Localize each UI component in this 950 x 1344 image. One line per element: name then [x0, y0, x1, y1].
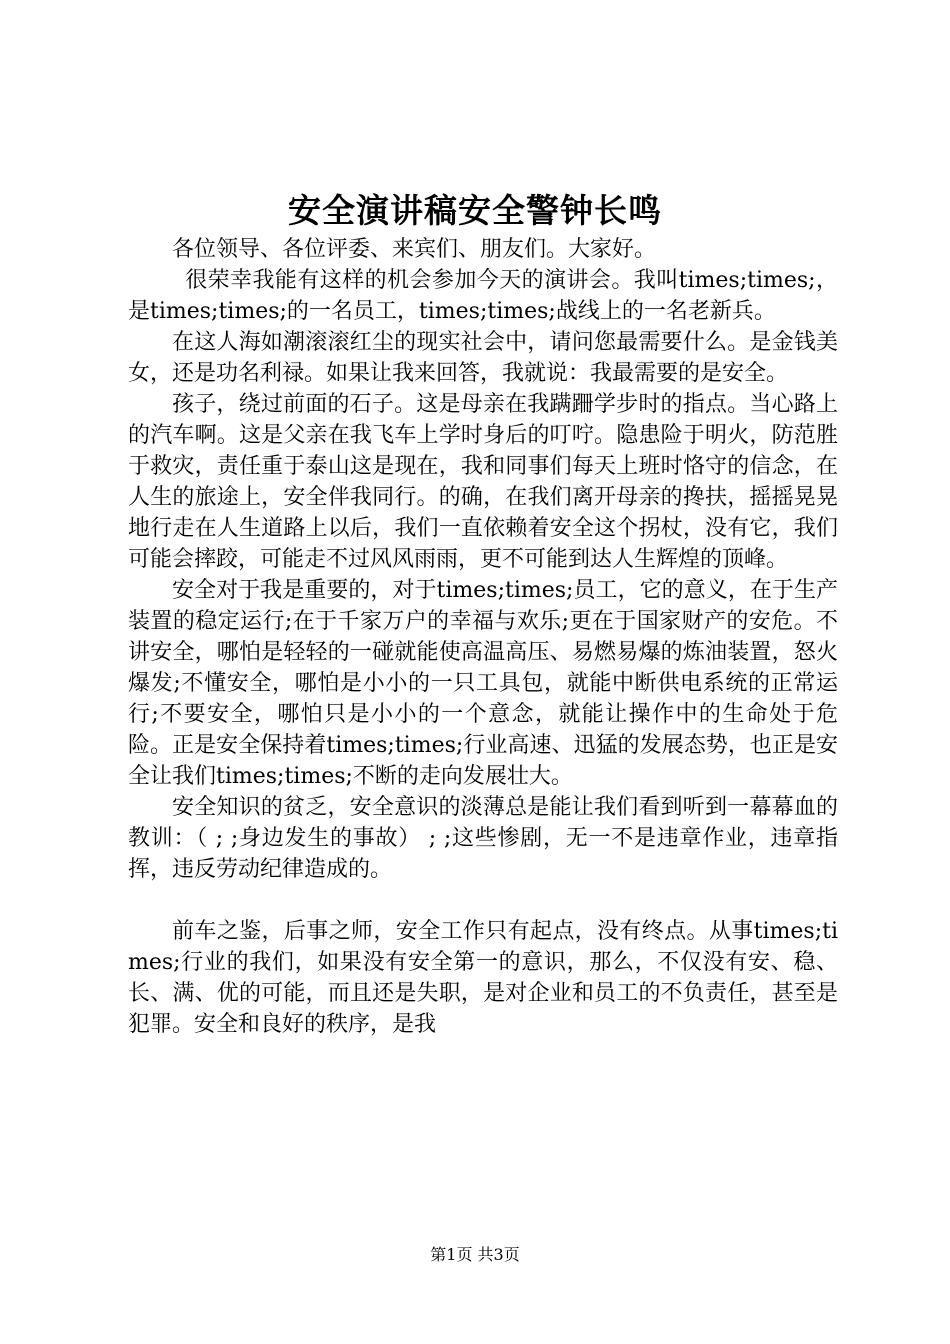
- document-body: [128, 234, 838, 1040]
- paragraph-intro: 很荣幸我能有这样的机会参加今天的演讲会。我叫times;times;，是times;times;的一名员工，times;times;战线上的一名老新兵。: [128, 268, 838, 324]
- paragraph-lessons: 安全知识的贫乏，安全意识的淡薄总是能让我们看到听到一幕幕血的教训：（ ; ;身边发生的事故） ; ;这些惨剧，无一不是违章作业，违章指挥，违反劳动纪律造成的。: [128, 795, 838, 882]
- paragraph-conclusion: 前车之鉴，后事之师，安全工作只有起点，没有终点。从事times;times;行业的我们，如果没有安全第一的意识，那么，不仅没有安、稳、长、满、优的可能，而且还是失职，是对企业和员工的不负责任，甚至是犯罪。安全和良好的秩序，是我: [128, 919, 838, 1037]
- paragraph-question: 在这人海如潮滚滚红尘的现实社会中，请问您最需要什么。是金钱美女，还是功名利禄。如果让我来回答，我就说：我最需要的是安全。: [128, 330, 838, 386]
- paragraph-greeting: 各位领导、各位评委、来宾们、朋友们。大家好。: [172, 237, 657, 262]
- paragraph-importance: 安全对于我是重要的，对于times;times;员工，它的意义，在于生产装置的稳定运行;在于千家万户的幸福与欢乐;更在于国家财产的安危。不讲安全，哪怕是轻轻的一碰就能使高温高压、易燃易爆的炼油装置，怒火爆发;不懂安全，哪怕是小小的一只工具包，就能中断供电系统的正常运行;不要安全，哪怕只是小小的一个意念，就能让操作中的生命处于危险。正是安全保持着times;times;行业高速、迅猛的发展态势，也正是安全让我们times;times;不断的走向发展壮大。: [128, 578, 838, 789]
- page-number-footer: 第1页 共3页: [430, 1245, 520, 1264]
- document-title: 安全演讲稿安全警钟长鸣: [288, 191, 662, 230]
- paragraph-childhood: 孩子，绕过前面的石子。这是母亲在我蹒跚学步时的指点。当心路上的汽车啊。这是父亲在我飞车上学时身后的叮咛。隐患险于明火，防范胜于救灾，责任重于泰山这是现在，我和同事们每天上班时恪守的信念，在人生的旅途上，安全伴我同行。的确，在我们离开母亲的搀扶，摇摇晃晃地行走在人生道路上以后，我们一直依赖着安全这个拐杖，没有它，我们可能会摔跤，可能走不过风风雨雨，更不可能到达人生辉煌的顶峰。: [128, 392, 838, 572]
